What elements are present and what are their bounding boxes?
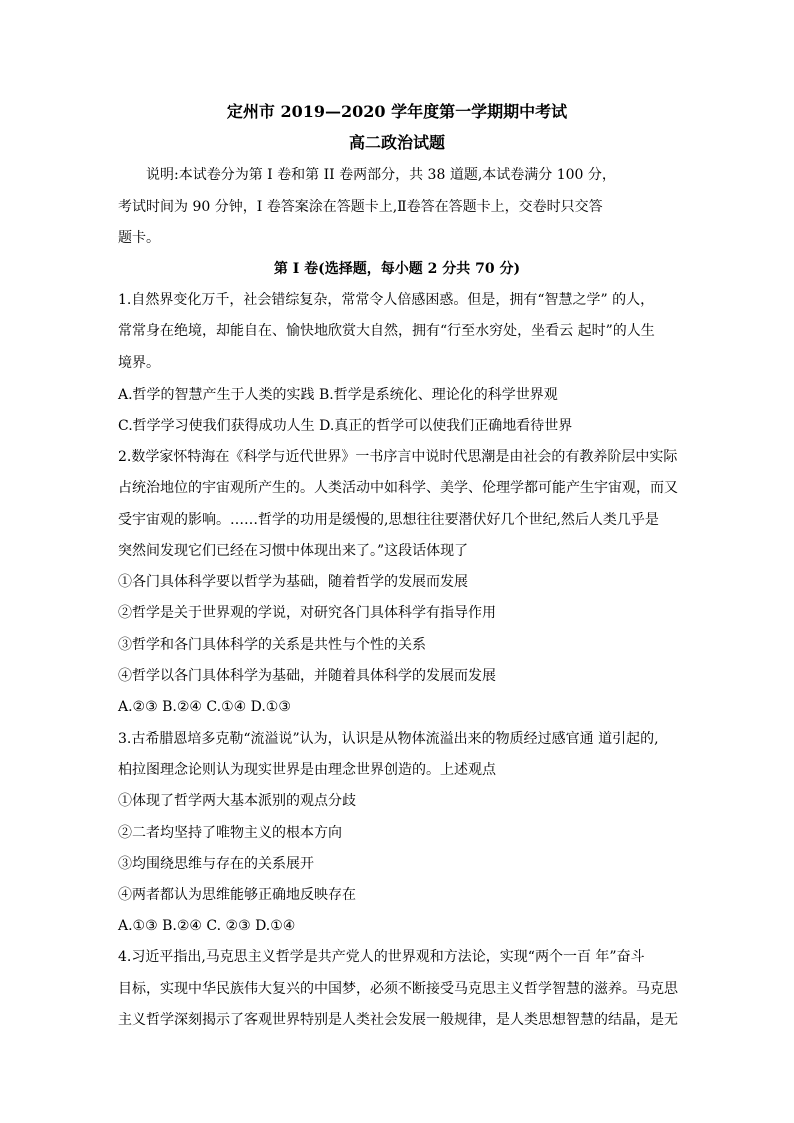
question-1-option-line-1: A.哲学的智慧产生于人类的实践 B.哲学是系统化、理论化的科学世界观 (118, 387, 558, 403)
question-2-stem-line-4: 突然间发现它们已经在习惯中体现出来了。”这段话体现了 (118, 543, 469, 559)
question-2-stem-line-2: 占统治地位的宇宙观所产生的。人类活动中如科学、美学、伦理学都可能产生宇宙观，而又 (118, 480, 678, 496)
question-4-stem-line-3: 主义哲学深刻揭示了客观世界特别是人类社会发展一般规律，是人类思想智慧的结晶，是无 (118, 1012, 678, 1028)
exam-subtitle: 高二政治试题 (348, 133, 445, 152)
question-4-stem-line-1: 4.习近平指出,马克思主义哲学是共产党人的世界观和方法论，实现“两个一百 年”奋斗 (118, 949, 645, 965)
intro-line-3: 题卡。 (118, 230, 160, 246)
intro-line-2: 考试时间为 90 分钟，I 卷答案涂在答题卡上,Ⅱ卷答在答题卡上，交卷时只交答 (118, 199, 603, 215)
question-3-option-1: ①体现了哲学两大基本派别的观点分歧 (118, 793, 356, 809)
question-3-stem-line-2: 柏拉图理念论则认为现实世界是由理念世界创造的。上述观点 (118, 762, 496, 778)
question-2-stem-line-3: 受宇宙观的影响。……哲学的功用是缓慢的,思想往往要潜伏好几个世纪,然后人类几乎是 (118, 512, 659, 528)
question-2-option-4: ④哲学以各门具体科学为基础，并随着具体科学的发展而发展 (118, 668, 496, 684)
question-1-option-line-2: C.哲学学习使我们获得成功人生 D.真正的哲学可以使我们正确地看待世界 (118, 418, 573, 434)
question-1-stem-line-2: 常常身在绝境，却能自在、愉快地欣赏大自然，拥有“行至水穷处，坐看云 起时”的人生 (118, 323, 655, 339)
question-1-stem-line-3: 境界。 (118, 355, 160, 371)
question-3-stem-line-1: 3.古希腊恩培多克勒“流溢说”认为，认识是从物体流溢出来的物质经过感官通 道引起的, (118, 731, 659, 747)
section-title: 第 I 卷(选择题，每小题 2 分共 70 分) (273, 261, 521, 277)
question-3-answer-choices: A.①③ B.②④ C. ②③ D.①④ (118, 918, 296, 934)
question-3-option-4: ④两者都认为思维能够正确地反映存在 (118, 887, 356, 903)
question-1-stem-line-1: 1.自然界变化万千，社会错综复杂，常常令人倍感困惑。但是，拥有“智慧之学” 的人， (118, 292, 655, 308)
question-3-option-3: ③均围绕思维与存在的关系展开 (118, 856, 314, 872)
question-2-stem-line-1: 2.数学家怀特海在《科学与近代世界》一书序言中说时代思潮是由社会的有教养阶层中实际 (118, 449, 678, 465)
exam-title: 定州市 2019—2020 学年度第一学期期中考试 (226, 102, 568, 121)
question-2-option-1: ①各门具体科学要以哲学为基础，随着哲学的发展而发展 (118, 574, 468, 590)
question-3-option-2: ②二者均坚持了唯物主义的根本方向 (118, 825, 342, 841)
intro-line-1: 说明:本试卷分为第 I 卷和第 II 卷两部分，共 38 道题,本试卷满分 100 分， (146, 167, 616, 183)
question-2-answer-choices: A.②③ B.②④ C.①④ D.①③ (118, 699, 291, 715)
question-2-option-2: ②哲学是关于世界观的学说，对研究各门具体科学有指导作用 (118, 605, 496, 621)
question-2-option-3: ③哲学和各门具体科学的关系是共性与个性的关系 (118, 637, 426, 653)
question-4-stem-line-2: 目标，实现中华民族伟大复兴的中国梦，必须不断接受马克思主义哲学智慧的滋养。马克思 (118, 981, 678, 997)
